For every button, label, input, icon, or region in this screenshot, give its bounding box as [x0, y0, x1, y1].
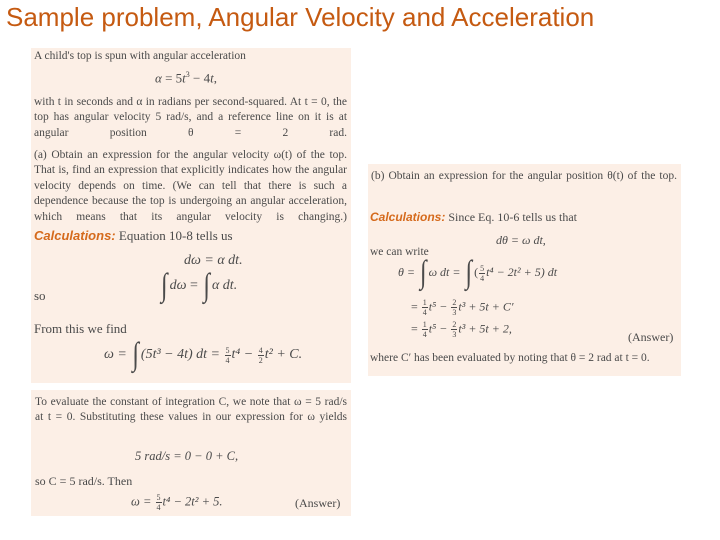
intro-text: A child's top is spun with angular acceleration: [34, 50, 246, 62]
calculations-label: Calculations:: [34, 228, 116, 243]
evaluate-constant-text: To evaluate the constant of integration C, we note that ω = 5 rad/s at t = 0. Substituting these values in our expression for ω yields: [35, 396, 348, 424]
so-c-text: so C = 5 rad/s. Then: [35, 474, 133, 488]
theta-result-constant: = $\frac{1}{4}$ t⁵ − $\frac{2}{3}$ t³ + 5t + C′: [411, 298, 514, 317]
alpha-equation: $\alpha = 5t^3 - 4t$,: [155, 70, 218, 86]
answer-label-b: (Answer): [628, 330, 674, 344]
constant-equation: 5 rad/s = 0 − 0 + C,: [135, 449, 239, 463]
answer-label-c: (Answer): [295, 496, 341, 510]
from-this-text: From this we find: [34, 321, 127, 336]
part-a-question: (a) Obtain an expression for the angular velocity ω(t) of the top. That is, find an expression that explicitly indicates how the angular velocity depends on time. (We can tell that there is such a dependence because the top is undergoing an angular acceleration, which means that its angular velocity is changing.): [34, 149, 348, 223]
calculations-label-b: Calculations:: [370, 210, 446, 224]
given-conditions: with t in seconds and α in radians per second-squared. At t = 0, the top has angular velocity 5 rad/s, and a reference line on it is at angular position θ = 2 rad.: [34, 96, 348, 139]
part-b-question: (b) Obtain an expression for the angular position θ(t) of the top.: [371, 170, 677, 182]
omega-final-equation: ω = $\frac{5}{4}$ t⁴ − 2t² + 5.: [131, 493, 223, 512]
domega-equation: dω = α dt.: [184, 253, 243, 268]
slide-title: Sample problem, Angular Velocity and Acceleration: [6, 2, 595, 32]
theta-integral-equation: θ = ∫ ω dt = ∫ ( $\frac{5}{4}$ t⁴ − 2t² + 5) dt: [398, 255, 558, 291]
final-statement-b: where C′ has been evaluated by noting that θ = 2 rad at t = 0.: [370, 352, 650, 364]
calculations-line: Calculations: Equation 10-8 tells us: [34, 228, 233, 243]
theta-result-final: = $\frac{1}{4}$ t⁵ − $\frac{2}{3}$ t³ + 5t + 2,: [411, 320, 512, 339]
integral-equation: ∫ dω = ∫ α dt.: [161, 268, 238, 304]
omega-integral-equation: ω = ∫ (5t³ − 4t) dt = $\frac{5}{4}$ t⁴ − $\frac{4}{2}$ t² + C.: [104, 337, 303, 373]
part-b-panel: [368, 164, 681, 376]
calculations-line-b: Calculations: Since Eq. 10-6 tells us that: [370, 210, 578, 224]
so-text: so: [34, 288, 46, 303]
constant-evaluation-panel: [31, 390, 351, 516]
problem-statement-panel: [31, 48, 351, 383]
we-can-write-text: we can write: [370, 246, 429, 258]
dtheta-equation: dθ = ω dt,: [496, 233, 546, 247]
